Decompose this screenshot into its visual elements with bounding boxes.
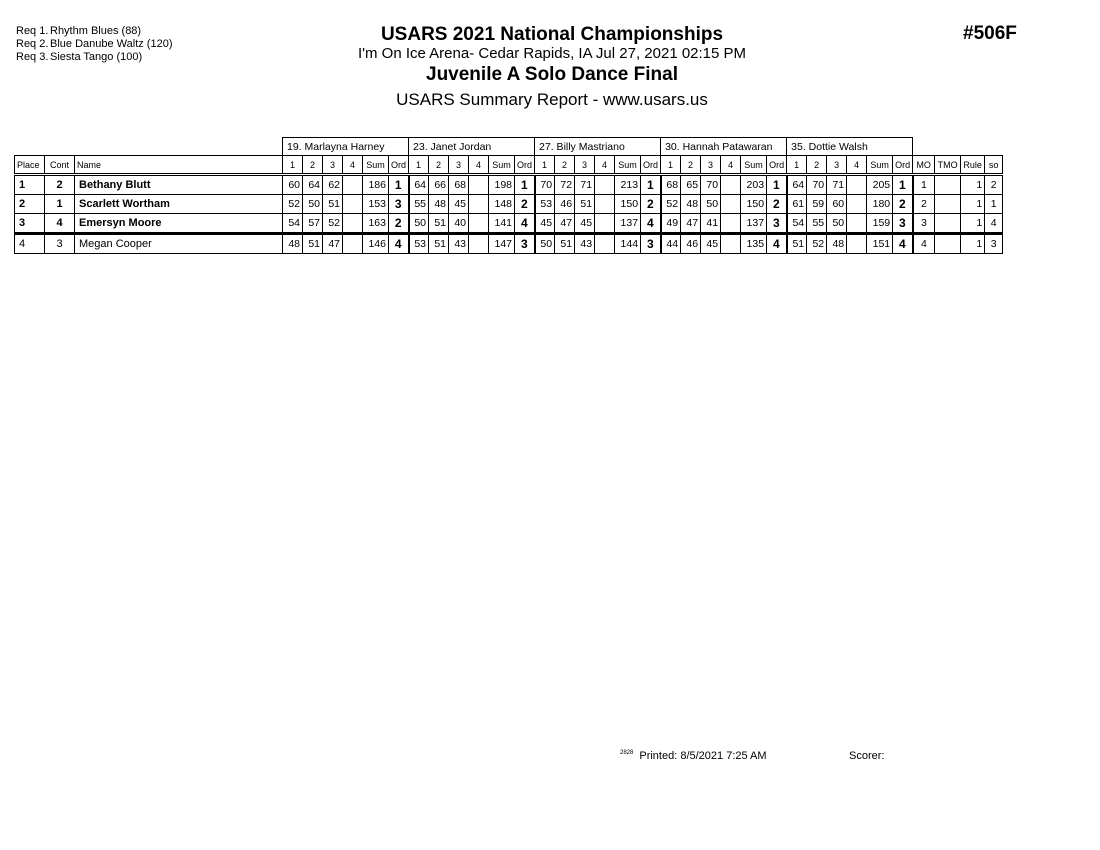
event-title: Juvenile A Solo Dance Final bbox=[426, 64, 678, 85]
score-1: 52 bbox=[283, 195, 303, 214]
score-sum: 198 bbox=[489, 175, 515, 195]
score-2: 57 bbox=[303, 214, 323, 234]
ordinal: 2 bbox=[893, 195, 913, 214]
score-4 bbox=[343, 214, 363, 234]
req-label: Req 2. bbox=[16, 38, 49, 50]
score-1: 53 bbox=[409, 234, 429, 254]
tmo-cell bbox=[935, 195, 961, 214]
score-4 bbox=[595, 175, 615, 195]
skater-name: Emersyn Moore bbox=[75, 214, 283, 234]
col-ord: Ord bbox=[893, 156, 913, 175]
ordinal: 4 bbox=[515, 214, 535, 234]
score-2: 48 bbox=[429, 195, 449, 214]
table-row bbox=[15, 195, 1003, 214]
ordinal: 4 bbox=[389, 234, 409, 254]
score-3: 45 bbox=[575, 214, 595, 234]
score-1: 44 bbox=[661, 234, 681, 254]
score-3: 51 bbox=[323, 195, 343, 214]
score-1: 50 bbox=[409, 214, 429, 234]
mo-cell: 2 bbox=[913, 195, 935, 214]
req-text: Blue Danube Waltz (120) bbox=[50, 38, 173, 50]
col-name: Name bbox=[75, 156, 283, 175]
col-so: so bbox=[985, 156, 1003, 175]
score-4 bbox=[343, 234, 363, 254]
score-sum: 150 bbox=[741, 195, 767, 214]
place-cell: 4 bbox=[15, 234, 45, 254]
ordinal: 2 bbox=[767, 195, 787, 214]
ordinal: 4 bbox=[767, 234, 787, 254]
req-label: Req 1. bbox=[16, 25, 49, 37]
score-sum: 153 bbox=[363, 195, 389, 214]
score-3: 43 bbox=[575, 234, 595, 254]
score-3: 45 bbox=[449, 195, 469, 214]
col-sum: Sum bbox=[867, 156, 893, 175]
so-cell: 1 bbox=[985, 195, 1003, 214]
col-ord: Ord bbox=[767, 156, 787, 175]
req-label: Req 3. bbox=[16, 51, 49, 63]
score-2: 46 bbox=[681, 234, 701, 254]
score-3: 43 bbox=[449, 234, 469, 254]
score-sum: 137 bbox=[615, 214, 641, 234]
requirement-2 bbox=[16, 38, 173, 51]
score-sum: 151 bbox=[867, 234, 893, 254]
score-2: 51 bbox=[555, 234, 575, 254]
results-table bbox=[14, 137, 1003, 254]
scorer-label: Scorer: bbox=[849, 750, 885, 762]
score-3: 51 bbox=[575, 195, 595, 214]
col-1: 1 bbox=[409, 156, 429, 175]
so-cell: 4 bbox=[985, 214, 1003, 234]
score-2: 50 bbox=[303, 195, 323, 214]
score-4 bbox=[721, 195, 741, 214]
score-sum: 147 bbox=[489, 234, 515, 254]
score-4 bbox=[469, 214, 489, 234]
score-2: 64 bbox=[303, 175, 323, 195]
contestant-number: 4 bbox=[45, 214, 75, 234]
col-place: Place bbox=[15, 156, 45, 175]
score-3: 50 bbox=[827, 214, 847, 234]
judge-name: 35. Dottie Walsh bbox=[787, 138, 913, 156]
col-ord: Ord bbox=[389, 156, 409, 175]
judge-name: 27. Billy Mastriano bbox=[535, 138, 661, 156]
judge-name: 30. Hannah Patawaran bbox=[661, 138, 787, 156]
ordinal: 1 bbox=[515, 175, 535, 195]
score-1: 60 bbox=[283, 175, 303, 195]
score-2: 46 bbox=[555, 195, 575, 214]
competition-title: USARS 2021 National Championships bbox=[380, 24, 724, 45]
score-4 bbox=[343, 195, 363, 214]
col-2: 2 bbox=[555, 156, 575, 175]
score-4 bbox=[469, 195, 489, 214]
score-3: 52 bbox=[323, 214, 343, 234]
col-2: 2 bbox=[303, 156, 323, 175]
so-cell: 3 bbox=[985, 234, 1003, 254]
score-4 bbox=[721, 234, 741, 254]
printed-date: Printed: 8/5/2021 7:25 AM bbox=[639, 750, 767, 762]
rule-cell: 1 bbox=[961, 234, 985, 254]
requirement-1 bbox=[16, 25, 173, 38]
report-title: USARS Summary Report - www.usars.us bbox=[396, 90, 708, 109]
score-sum: 135 bbox=[741, 234, 767, 254]
ordinal: 3 bbox=[767, 214, 787, 234]
col-1: 1 bbox=[535, 156, 555, 175]
score-sum: 159 bbox=[867, 214, 893, 234]
col-tmo: TMO bbox=[935, 156, 961, 175]
score-3: 41 bbox=[701, 214, 721, 234]
column-header-row bbox=[15, 156, 1003, 175]
col-2: 2 bbox=[429, 156, 449, 175]
score-2: 51 bbox=[429, 234, 449, 254]
ordinal: 1 bbox=[767, 175, 787, 195]
col-sum: Sum bbox=[489, 156, 515, 175]
tmo-cell bbox=[935, 175, 961, 195]
requirements-list bbox=[16, 25, 173, 64]
col-4: 4 bbox=[469, 156, 489, 175]
score-1: 51 bbox=[787, 234, 807, 254]
col-2: 2 bbox=[807, 156, 827, 175]
col-mo: MO bbox=[913, 156, 935, 175]
score-3: 45 bbox=[701, 234, 721, 254]
score-3: 70 bbox=[701, 175, 721, 195]
col-ord: Ord bbox=[515, 156, 535, 175]
score-sum: 163 bbox=[363, 214, 389, 234]
score-2: 52 bbox=[807, 234, 827, 254]
col-2: 2 bbox=[681, 156, 701, 175]
col-sum: Sum bbox=[741, 156, 767, 175]
skater-name: Scarlett Wortham bbox=[75, 195, 283, 214]
ordinal: 3 bbox=[389, 195, 409, 214]
score-4 bbox=[721, 175, 741, 195]
score-sum: 146 bbox=[363, 234, 389, 254]
score-1: 55 bbox=[409, 195, 429, 214]
score-sum: 148 bbox=[489, 195, 515, 214]
score-sum: 144 bbox=[615, 234, 641, 254]
col-3: 3 bbox=[449, 156, 469, 175]
event-id: #506F bbox=[963, 23, 1017, 44]
judge-name: 19. Marlayna Harney bbox=[283, 138, 409, 156]
skater-name: Bethany Blutt bbox=[75, 175, 283, 195]
score-sum: 213 bbox=[615, 175, 641, 195]
col-3: 3 bbox=[323, 156, 343, 175]
table-row bbox=[15, 234, 1003, 254]
score-1: 52 bbox=[661, 195, 681, 214]
score-2: 72 bbox=[555, 175, 575, 195]
score-sum: 186 bbox=[363, 175, 389, 195]
score-1: 54 bbox=[283, 214, 303, 234]
mo-cell: 3 bbox=[913, 214, 935, 234]
score-4 bbox=[343, 175, 363, 195]
score-2: 51 bbox=[429, 214, 449, 234]
score-2: 70 bbox=[807, 175, 827, 195]
judge-header-row bbox=[15, 138, 1003, 156]
score-4 bbox=[847, 214, 867, 234]
ordinal: 4 bbox=[893, 234, 913, 254]
col-4: 4 bbox=[595, 156, 615, 175]
col-ord: Ord bbox=[641, 156, 661, 175]
col-sum: Sum bbox=[363, 156, 389, 175]
skater-name: Megan Cooper bbox=[75, 234, 283, 254]
score-4 bbox=[595, 214, 615, 234]
printed-info bbox=[620, 750, 767, 762]
table-row bbox=[15, 175, 1003, 195]
col-3: 3 bbox=[827, 156, 847, 175]
score-sum: 141 bbox=[489, 214, 515, 234]
score-2: 55 bbox=[807, 214, 827, 234]
score-4 bbox=[595, 195, 615, 214]
ordinal: 3 bbox=[515, 234, 535, 254]
table-row bbox=[15, 214, 1003, 234]
score-3: 47 bbox=[323, 234, 343, 254]
rule-cell: 1 bbox=[961, 214, 985, 234]
score-2: 51 bbox=[303, 234, 323, 254]
judge-name: 23. Janet Jordan bbox=[409, 138, 535, 156]
mo-cell: 4 bbox=[913, 234, 935, 254]
col-1: 1 bbox=[283, 156, 303, 175]
score-1: 68 bbox=[661, 175, 681, 195]
score-2: 47 bbox=[555, 214, 575, 234]
print-code: 2828 bbox=[620, 750, 634, 756]
score-sum: 205 bbox=[867, 175, 893, 195]
tmo-cell bbox=[935, 214, 961, 234]
score-1: 48 bbox=[283, 234, 303, 254]
ordinal: 2 bbox=[389, 214, 409, 234]
ordinal: 3 bbox=[641, 234, 661, 254]
col-1: 1 bbox=[787, 156, 807, 175]
ordinal: 2 bbox=[641, 195, 661, 214]
place-cell: 2 bbox=[15, 195, 45, 214]
rule-cell: 1 bbox=[961, 175, 985, 195]
req-text: Rhythm Blues (88) bbox=[50, 25, 142, 37]
contestant-number: 2 bbox=[45, 175, 75, 195]
score-3: 48 bbox=[827, 234, 847, 254]
score-1: 54 bbox=[787, 214, 807, 234]
score-2: 47 bbox=[681, 214, 701, 234]
score-4 bbox=[469, 234, 489, 254]
score-sum: 180 bbox=[867, 195, 893, 214]
score-2: 65 bbox=[681, 175, 701, 195]
place-cell: 3 bbox=[15, 214, 45, 234]
score-3: 68 bbox=[449, 175, 469, 195]
score-1: 50 bbox=[535, 234, 555, 254]
requirement-3 bbox=[16, 51, 173, 64]
score-sum: 203 bbox=[741, 175, 767, 195]
tmo-cell bbox=[935, 234, 961, 254]
score-3: 60 bbox=[827, 195, 847, 214]
score-4 bbox=[847, 234, 867, 254]
score-2: 59 bbox=[807, 195, 827, 214]
score-1: 49 bbox=[661, 214, 681, 234]
score-1: 64 bbox=[409, 175, 429, 195]
score-2: 66 bbox=[429, 175, 449, 195]
col-4: 4 bbox=[343, 156, 363, 175]
score-3: 71 bbox=[827, 175, 847, 195]
place-cell: 1 bbox=[15, 175, 45, 195]
col-rule: Rule bbox=[961, 156, 985, 175]
score-1: 45 bbox=[535, 214, 555, 234]
score-4 bbox=[469, 175, 489, 195]
score-3: 50 bbox=[701, 195, 721, 214]
location-date: I'm On Ice Arena- Cedar Rapids, IA Jul 27, 2021 02:15 PM bbox=[357, 45, 747, 62]
col-3: 3 bbox=[701, 156, 721, 175]
ordinal: 2 bbox=[515, 195, 535, 214]
col-cont: Cont bbox=[45, 156, 75, 175]
score-1: 61 bbox=[787, 195, 807, 214]
ordinal: 1 bbox=[641, 175, 661, 195]
req-text: Siesta Tango (100) bbox=[50, 51, 143, 63]
score-4 bbox=[595, 234, 615, 254]
mo-cell: 1 bbox=[913, 175, 935, 195]
col-3: 3 bbox=[575, 156, 595, 175]
result-rows bbox=[15, 175, 1003, 254]
ordinal: 4 bbox=[641, 214, 661, 234]
ordinal: 3 bbox=[893, 214, 913, 234]
score-1: 64 bbox=[787, 175, 807, 195]
score-3: 71 bbox=[575, 175, 595, 195]
so-cell: 2 bbox=[985, 175, 1003, 195]
col-sum: Sum bbox=[615, 156, 641, 175]
ordinal: 1 bbox=[389, 175, 409, 195]
score-sum: 150 bbox=[615, 195, 641, 214]
score-4 bbox=[721, 214, 741, 234]
score-4 bbox=[847, 175, 867, 195]
contestant-number: 1 bbox=[45, 195, 75, 214]
score-1: 53 bbox=[535, 195, 555, 214]
ordinal: 1 bbox=[893, 175, 913, 195]
col-4: 4 bbox=[847, 156, 867, 175]
score-4 bbox=[847, 195, 867, 214]
score-1: 70 bbox=[535, 175, 555, 195]
score-3: 40 bbox=[449, 214, 469, 234]
score-2: 48 bbox=[681, 195, 701, 214]
score-3: 62 bbox=[323, 175, 343, 195]
col-4: 4 bbox=[721, 156, 741, 175]
rule-cell: 1 bbox=[961, 195, 985, 214]
contestant-number: 3 bbox=[45, 234, 75, 254]
score-sum: 137 bbox=[741, 214, 767, 234]
col-1: 1 bbox=[661, 156, 681, 175]
